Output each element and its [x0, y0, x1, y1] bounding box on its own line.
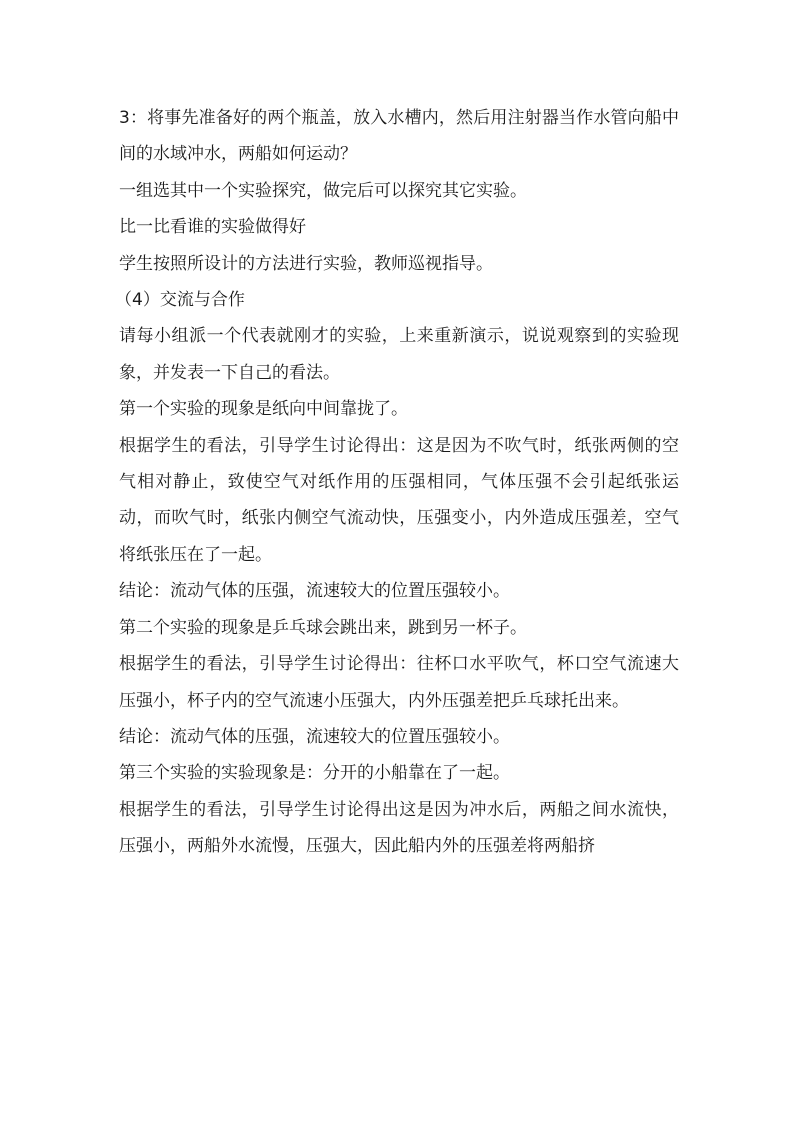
section-heading-exchange: （4）交流与合作	[115, 290, 245, 311]
paragraph-students-experiment: 学生按照所设计的方法进行实验，教师巡视指导。	[119, 253, 493, 274]
paragraph-experiment-3-discussion: 根据学生的看法，引导学生讨论得出这是因为冲水后，两船之间水流快，压强小，两船外水流慢，压强大，因此船内外的压强差将两船挤	[119, 799, 679, 857]
paragraph-experiment-1-phenomenon: 第一个实验的现象是纸向中间靠拢了。	[119, 399, 408, 420]
paragraph-experiment-3-phenomenon: 第三个实验的实验现象是：分开的小船靠在了一起。	[119, 763, 510, 784]
paragraph-step-3: 3：将事先准备好的两个瓶盖，放入水槽内，然后用注射器当作水管向船中间的水域冲水，两船如何运动？	[119, 108, 679, 165]
paragraph-competition: 比一比看谁的实验做得好	[119, 217, 306, 238]
paragraph-experiment-2-discussion: 根据学生的看法，引导学生讨论得出：往杯口水平吹气，杯口空气流速大压强小，杯子内的空气流速小压强大，内外压强差把乒乓球托出来。	[119, 654, 679, 711]
paragraph-experiment-1-discussion: 根据学生的看法，引导学生讨论得出：这是因为不吹气时，纸张两侧的空气相对静止，致使空气对纸作用的压强相同，气体压强不会引起纸张运动，而吹气时，纸张内侧空气流动快，压强变小，内外造成压强差，空气将纸张压在了一起。	[119, 435, 679, 565]
paragraph-group-demo: 请每小组派一个代表就刚才的实验，上来重新演示，说说观察到的实验现象，并发表一下自己的看法。	[119, 326, 679, 383]
paragraph-conclusion-1: 结论：流动气体的压强，流速较大的位置压强较小。	[119, 581, 510, 602]
paragraph-conclusion-2: 结论：流动气体的压强，流速较大的位置压强较小。	[119, 726, 510, 747]
document-body	[115, 100, 679, 865]
paragraph-experiment-2-phenomenon: 第二个实验的现象是乒乓球会跳出来，跳到另一杯子。	[119, 617, 527, 638]
paragraph-group-instruction: 一组选其中一个实验探究，做完后可以探究其它实验。	[119, 180, 527, 201]
